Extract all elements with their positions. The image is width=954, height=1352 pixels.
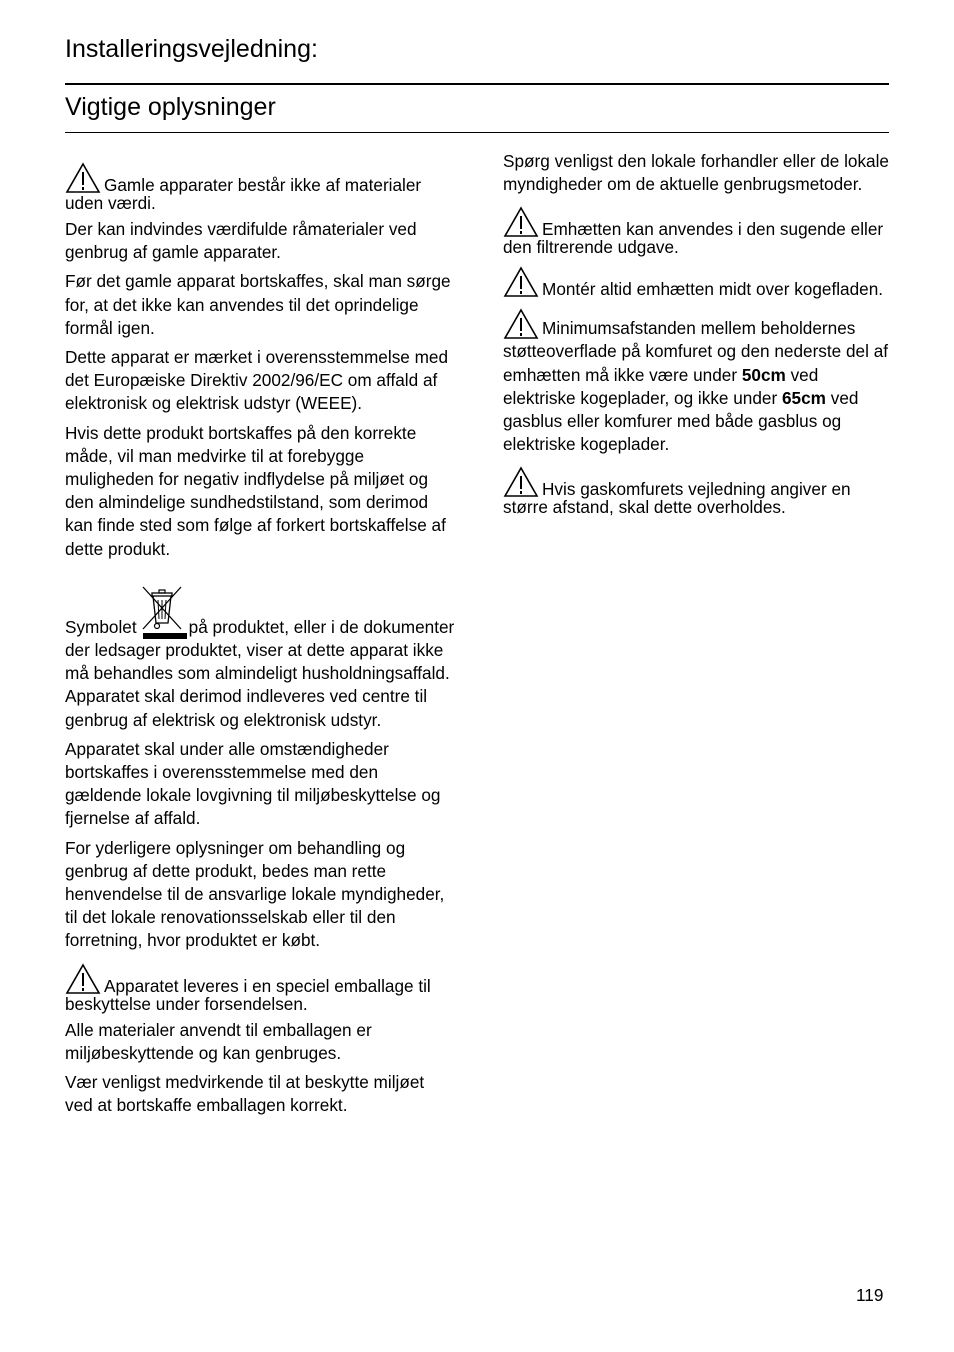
title-divider [65, 83, 889, 85]
warning-text: Emhætten kan anvendes i den sugende eller den filtrerende udgave. [503, 219, 884, 258]
weee-paragraph [65, 611, 455, 732]
warning-text: Montér altid emhætten midt over kogefladen. [542, 279, 884, 300]
warning-note [503, 206, 895, 256]
warning-triangle-icon [65, 963, 101, 995]
paragraph: Før det gamle apparat bortskaffes, skal man sørge for, at det ikke kan anvendes til det oprindelige formål igen. [65, 271, 451, 338]
section-heading: Vigtige oplysninger [65, 93, 276, 121]
page-number: 119 [856, 1285, 884, 1305]
warning-text: ved elektriske kogeplader, og ikke under [503, 364, 819, 408]
distance-value: 50cm [741, 364, 786, 385]
crossed-out-bin-icon [143, 611, 187, 633]
warning-note [503, 308, 895, 456]
warning-text: Gamle apparater består ikke af materialer uden værdi. [65, 175, 422, 213]
warning-note [503, 266, 895, 298]
distance-value: 65cm [782, 387, 826, 408]
warning-note [65, 162, 455, 212]
paragraph: Hvis dette produkt bortskaffes på den korrekte måde, vil man medvirke til at forebygge muligheden for negativ indflydelse på miljøet og den almindelige sundhedstilstand, som derimod kan finde sted som følge af forkert bortskaffelse af dette produkt. [65, 422, 446, 559]
warning-triangle-icon [503, 206, 539, 238]
left-column [65, 150, 455, 1124]
weee-text-after: på produktet, eller i de dokumenter der ledsager produktet, viser at dette apparat ikke må behandles som almindeligt husholdningsaffald. Apparatet skal derimod indleveres ved centre til genbrug af elektrisk og elektronisk udstyr. [65, 616, 455, 730]
section-divider [65, 132, 889, 133]
warning-text: Minimumsafstanden mellem beholdernes støtteoverflade på komfuret og den nederste del af emhætten må ikke være under [503, 318, 889, 385]
warning-triangle-icon [503, 266, 539, 298]
warning-note [65, 963, 455, 1013]
warning-text: ved gasblus eller komfurer med både gasblus og elektriske kogeplader. [503, 387, 859, 455]
paragraph: Spørg venligst den lokale forhandler eller de lokale myndigheder om de aktuelle genbrugsmetoder. [503, 151, 889, 195]
paragraph: Der kan indvindes værdifulde råmaterialer ved genbrug af gamle apparater. [65, 219, 417, 263]
warning-triangle-icon [503, 466, 539, 498]
paragraph: Alle materialer anvendt til emballagen er miljøbeskyttende og kan genbruges. [65, 1019, 372, 1063]
page-title: Installeringsvejledning: [65, 35, 318, 63]
warning-triangle-icon [503, 308, 539, 340]
paragraph: Apparatet skal under alle omstændigheder bortskaffes i overensstemmelse med den gældende lokale lovgivning til miljøbeskyttelse og fjernelse af affald. [65, 738, 441, 829]
warning-text: Apparatet leveres i en speciel emballage til beskyttelse under forsendelsen. [65, 975, 431, 1014]
right-column [503, 150, 895, 522]
warning-text: Hvis gaskomfurets vejledning angiver en større afstand, skal dette overholdes. [503, 479, 851, 518]
paragraph: Dette apparat er mærket i overensstemmelse med det Europæiske Direktiv 2002/96/EC om affald af elektronisk og elektrisk udstyr (WEEE). [65, 347, 449, 414]
paragraph: For yderligere oplysninger om behandling og genbrug af dette produkt, bedes man rette henvendelse til de ansvarlige lokale myndigheder, til det lokale renovationsselskab eller til den forretning, hvor produktet er købt. [65, 837, 445, 951]
paragraph: Vær venligst medvirkende til at beskytte miljøet ved at bortskaffe emballagen korrekt. [65, 1072, 425, 1116]
warning-triangle-icon [65, 162, 101, 194]
weee-text-before: Symbolet [65, 616, 137, 637]
warning-note [503, 466, 895, 516]
